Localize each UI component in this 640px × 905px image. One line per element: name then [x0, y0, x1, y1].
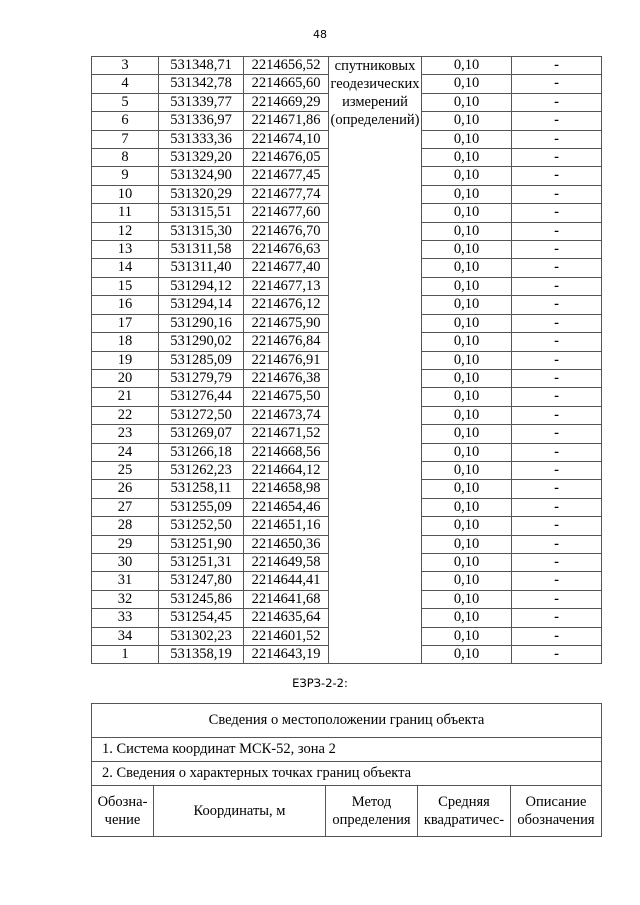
point-number: 15	[92, 277, 159, 295]
coordinate-x: 531324,90	[159, 167, 244, 185]
point-number: 6	[92, 112, 159, 130]
points-info-item: 2. Сведения о характерных точках границ объекта	[92, 762, 602, 786]
description-value: -	[512, 185, 602, 203]
point-number: 5	[92, 93, 159, 111]
coordinate-y: 2214675,50	[244, 388, 329, 406]
accuracy-value: 0,10	[422, 406, 512, 424]
coordinate-y: 2214675,90	[244, 314, 329, 332]
coordinate-y: 2214654,46	[244, 498, 329, 516]
point-number: 23	[92, 425, 159, 443]
coordinate-x: 531251,90	[159, 535, 244, 553]
coordinate-x: 531245,86	[159, 590, 244, 608]
description-value: -	[512, 130, 602, 148]
accuracy-value: 0,10	[422, 241, 512, 259]
coordinate-x: 531251,31	[159, 553, 244, 571]
accuracy-value: 0,10	[422, 259, 512, 277]
accuracy-value: 0,10	[422, 296, 512, 314]
coordinate-x: 531302,23	[159, 627, 244, 645]
coordinate-y: 2214656,52	[244, 57, 329, 75]
accuracy-value: 0,10	[422, 75, 512, 93]
description-value: -	[512, 222, 602, 240]
coordinate-x: 531247,80	[159, 572, 244, 590]
accuracy-value: 0,10	[422, 461, 512, 479]
description-value: -	[512, 167, 602, 185]
coordinate-y: 2214676,05	[244, 149, 329, 167]
coordinate-y: 2214643,19	[244, 646, 329, 664]
section-label: ЕЗРЗ-2-2:	[292, 676, 348, 690]
coordinate-x: 531290,16	[159, 314, 244, 332]
description-value: -	[512, 498, 602, 516]
description-value: -	[512, 57, 602, 75]
coordinate-x: 531320,29	[159, 185, 244, 203]
coordinate-y: 2214676,12	[244, 296, 329, 314]
coordinate-system-item: 1. Система координат МСК-52, зона 2	[92, 738, 602, 762]
header-designation: Обозна-чение	[92, 786, 154, 837]
coordinate-y: 2214641,68	[244, 590, 329, 608]
header-description: Описание обозначения	[511, 786, 602, 837]
coordinate-x: 531279,79	[159, 369, 244, 387]
point-number: 10	[92, 185, 159, 203]
coordinate-x: 531255,09	[159, 498, 244, 516]
description-value: -	[512, 590, 602, 608]
point-number: 4	[92, 75, 159, 93]
description-value: -	[512, 259, 602, 277]
accuracy-value: 0,10	[422, 480, 512, 498]
description-value: -	[512, 351, 602, 369]
point-number: 33	[92, 609, 159, 627]
info-item-row	[92, 738, 602, 762]
point-number: 14	[92, 259, 159, 277]
coordinate-y: 2214674,10	[244, 130, 329, 148]
description-value: -	[512, 204, 602, 222]
point-number: 22	[92, 406, 159, 424]
point-number: 31	[92, 572, 159, 590]
accuracy-value: 0,10	[422, 93, 512, 111]
coordinate-x: 531252,50	[159, 517, 244, 535]
description-value: -	[512, 572, 602, 590]
coordinate-y: 2214676,91	[244, 351, 329, 369]
point-number: 25	[92, 461, 159, 479]
point-number: 29	[92, 535, 159, 553]
description-value: -	[512, 646, 602, 664]
point-number: 18	[92, 333, 159, 351]
accuracy-value: 0,10	[422, 277, 512, 295]
point-number: 30	[92, 553, 159, 571]
description-value: -	[512, 314, 602, 332]
info-header-row	[92, 786, 602, 837]
accuracy-value: 0,10	[422, 333, 512, 351]
coordinate-y: 2214635,64	[244, 609, 329, 627]
description-value: -	[512, 425, 602, 443]
coordinate-x: 531269,07	[159, 425, 244, 443]
info-title-row	[92, 704, 602, 738]
coordinate-y: 2214673,74	[244, 406, 329, 424]
point-number: 34	[92, 627, 159, 645]
coordinate-y: 2214677,60	[244, 204, 329, 222]
point-number: 28	[92, 517, 159, 535]
coordinate-x: 531266,18	[159, 443, 244, 461]
description-value: -	[512, 406, 602, 424]
accuracy-value: 0,10	[422, 609, 512, 627]
description-value: -	[512, 553, 602, 571]
point-number: 3	[92, 57, 159, 75]
description-value: -	[512, 461, 602, 479]
coordinate-x: 531339,77	[159, 93, 244, 111]
coordinate-y: 2214664,12	[244, 461, 329, 479]
description-value: -	[512, 535, 602, 553]
point-number: 26	[92, 480, 159, 498]
point-number: 13	[92, 241, 159, 259]
description-value: -	[512, 296, 602, 314]
coordinate-x: 531276,44	[159, 388, 244, 406]
point-number: 8	[92, 149, 159, 167]
point-number: 9	[92, 167, 159, 185]
coordinate-y: 2214669,29	[244, 93, 329, 111]
accuracy-value: 0,10	[422, 130, 512, 148]
accuracy-value: 0,10	[422, 425, 512, 443]
coordinate-x: 531333,36	[159, 130, 244, 148]
accuracy-value: 0,10	[422, 369, 512, 387]
accuracy-value: 0,10	[422, 222, 512, 240]
method-line: измерений	[342, 94, 408, 110]
accuracy-value: 0,10	[422, 204, 512, 222]
description-value: -	[512, 112, 602, 130]
accuracy-value: 0,10	[422, 553, 512, 571]
accuracy-value: 0,10	[422, 167, 512, 185]
coordinate-y: 2214676,38	[244, 369, 329, 387]
coordinate-x: 531254,45	[159, 609, 244, 627]
coordinate-x: 531315,51	[159, 204, 244, 222]
description-value: -	[512, 480, 602, 498]
coordinate-y: 2214676,70	[244, 222, 329, 240]
accuracy-value: 0,10	[422, 590, 512, 608]
coordinate-y: 2214651,16	[244, 517, 329, 535]
coordinate-x: 531294,12	[159, 277, 244, 295]
coordinate-y: 2214677,74	[244, 185, 329, 203]
description-value: -	[512, 609, 602, 627]
page-number: 48	[313, 28, 327, 41]
header-method: Метод определения	[326, 786, 418, 837]
coordinate-x: 531294,14	[159, 296, 244, 314]
coordinate-y: 2214668,56	[244, 443, 329, 461]
coordinate-y: 2214658,98	[244, 480, 329, 498]
coordinate-y: 2214677,40	[244, 259, 329, 277]
coordinate-y: 2214676,84	[244, 333, 329, 351]
coordinate-x: 531258,11	[159, 480, 244, 498]
description-value: -	[512, 333, 602, 351]
point-number: 7	[92, 130, 159, 148]
coordinate-x: 531311,58	[159, 241, 244, 259]
info-title: Сведения о местоположении границ объекта	[92, 704, 602, 738]
coordinate-y: 2214671,52	[244, 425, 329, 443]
description-value: -	[512, 388, 602, 406]
point-number: 20	[92, 369, 159, 387]
accuracy-value: 0,10	[422, 535, 512, 553]
point-number: 11	[92, 204, 159, 222]
coordinate-y: 2214676,63	[244, 241, 329, 259]
method-cell	[329, 57, 422, 664]
header-coordinates: Координаты, м	[154, 786, 326, 837]
description-value: -	[512, 149, 602, 167]
boundary-info-table	[91, 703, 602, 837]
point-number: 24	[92, 443, 159, 461]
coordinate-x: 531262,23	[159, 461, 244, 479]
description-value: -	[512, 277, 602, 295]
description-value: -	[512, 75, 602, 93]
description-value: -	[512, 517, 602, 535]
description-value: -	[512, 93, 602, 111]
accuracy-value: 0,10	[422, 517, 512, 535]
coordinate-y: 2214644,41	[244, 572, 329, 590]
method-line: спутниковых	[334, 58, 416, 74]
coordinate-y: 2214671,86	[244, 112, 329, 130]
description-value: -	[512, 369, 602, 387]
coordinate-y: 2214601,52	[244, 627, 329, 645]
point-number: 17	[92, 314, 159, 332]
description-value: -	[512, 443, 602, 461]
method-line: геодезических	[330, 76, 420, 92]
accuracy-value: 0,10	[422, 572, 512, 590]
accuracy-value: 0,10	[422, 388, 512, 406]
accuracy-value: 0,10	[422, 646, 512, 664]
accuracy-value: 0,10	[422, 351, 512, 369]
point-number: 16	[92, 296, 159, 314]
coordinate-y: 2214677,45	[244, 167, 329, 185]
point-number: 27	[92, 498, 159, 516]
point-number: 19	[92, 351, 159, 369]
point-number: 12	[92, 222, 159, 240]
point-number: 1	[92, 646, 159, 664]
coordinate-x: 531358,19	[159, 646, 244, 664]
accuracy-value: 0,10	[422, 443, 512, 461]
coordinate-x: 531311,40	[159, 259, 244, 277]
coordinate-x: 531290,02	[159, 333, 244, 351]
coordinate-x: 531329,20	[159, 149, 244, 167]
info-item-row	[92, 762, 602, 786]
description-value: -	[512, 241, 602, 259]
accuracy-value: 0,10	[422, 112, 512, 130]
coordinate-y: 2214650,36	[244, 535, 329, 553]
accuracy-value: 0,10	[422, 627, 512, 645]
point-number: 32	[92, 590, 159, 608]
coordinate-y: 2214677,13	[244, 277, 329, 295]
accuracy-value: 0,10	[422, 185, 512, 203]
description-value: -	[512, 627, 602, 645]
coordinate-x: 531336,97	[159, 112, 244, 130]
coordinate-y: 2214649,58	[244, 553, 329, 571]
accuracy-value: 0,10	[422, 57, 512, 75]
method-line: (определений)	[330, 112, 420, 128]
coordinate-x: 531342,78	[159, 75, 244, 93]
coordinate-x: 531272,50	[159, 406, 244, 424]
coordinates-table-body	[92, 57, 602, 664]
header-accuracy: Средняя квадратичес-	[418, 786, 511, 837]
table-row	[92, 57, 602, 75]
coordinate-x: 531285,09	[159, 351, 244, 369]
coordinate-x: 531348,71	[159, 57, 244, 75]
accuracy-value: 0,10	[422, 149, 512, 167]
coordinate-x: 531315,30	[159, 222, 244, 240]
coordinate-y: 2214665,60	[244, 75, 329, 93]
point-number: 21	[92, 388, 159, 406]
accuracy-value: 0,10	[422, 314, 512, 332]
accuracy-value: 0,10	[422, 498, 512, 516]
coordinates-table	[91, 56, 602, 664]
